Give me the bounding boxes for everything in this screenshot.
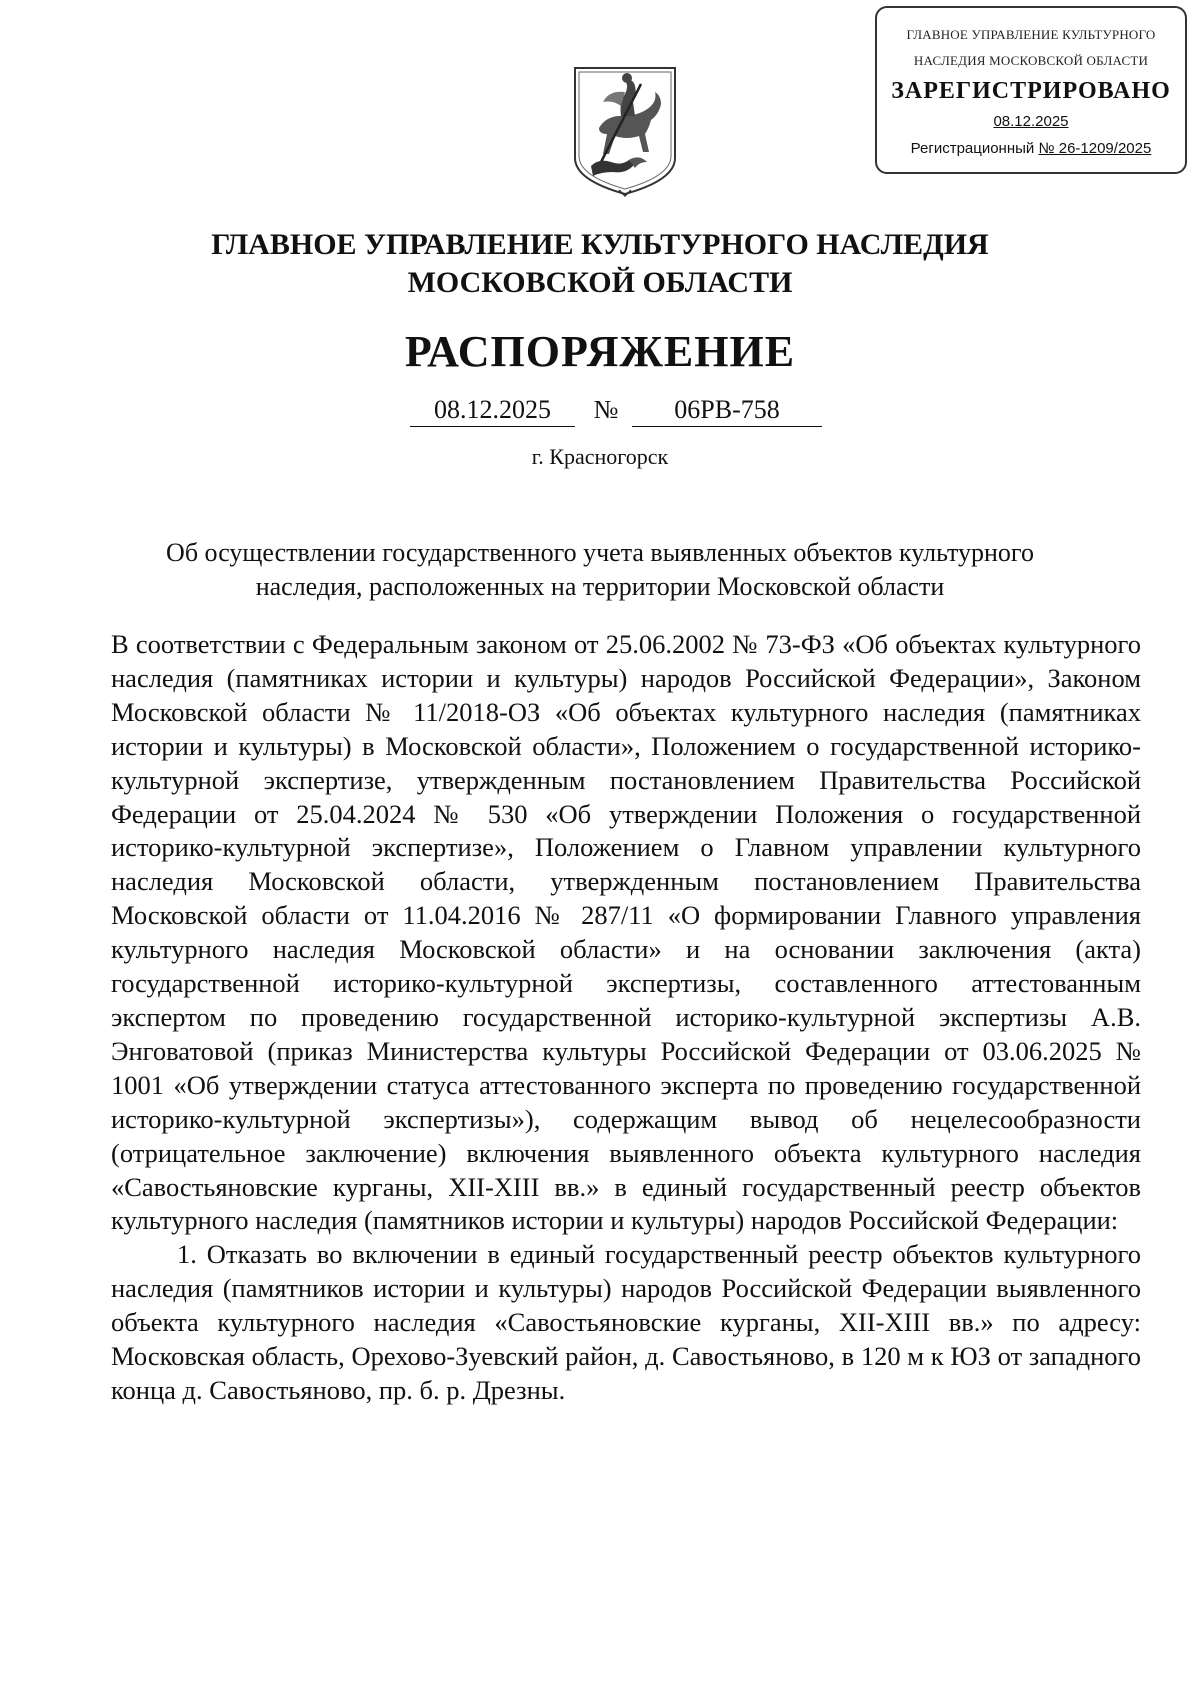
body-paragraph-preamble: В соответствии с Федеральным законом от 25.06.2002 № 73-ФЗ «Об объектах культурного наследия (памятниках истории и культуры) народов Российской Федерации», Законом Московской области № 11/2018-ОЗ «Об объектах культурного наследия (памятниках истории и культуры) в Московской области», Положением о государственной историко-культурной экспертизе, утвержденным постановлением Правительства Российской Федерации от 25.04.2024 № 530 «Об утверждении Положения о государственной историко-культурной экспертизе», Положением о Главном управлении культурного наследия Московской области, утвержденным постановлением Правительства Московской области от 11.04.2016 № 287/11 «О формировании Главного управления культурного наследия Московской области» и на основании заключения (акта) государственной историко-культурной экспертизы, составленного аттестованным экспертом по проведению государственной историко-культурной экспертизы А.В. Энговатовой (приказ Министерства культуры Российской Федерации от 03.06.2025 № 1001 «Об утверждении статуса аттестованного эксперта по проведению государственной историко-культурной экспертизы»), содержащим вывод об нецелесообразности (отрицательное заключение) включения выявленного объекта культурного наследия «Савостьяновские курганы, XII-XIII вв.» в единый государственный реестр объектов культурного наследия (памятников истории и культуры) народов Российской Федерации: xyxy=(111,629,1141,1236)
subject-line2: наследия, расположенных на территории Московской области xyxy=(255,572,945,601)
number-sign: № xyxy=(593,395,619,424)
body-paragraph-item-1: 1. Отказать во включении в единый государственный реестр объектов культурного наследия (памятников истории и культуры) народов Российской Федерации выявленного объекта культурного наследия «Савостьяновские курганы, XII-XIII вв.» по адресу: Московская область, Орехово-Зуевский район, д. Савостьяново, в 120 м к ЮЗ от западного конца д. Савостьяново, пр. б. р. Дрезны. xyxy=(111,1239,1141,1405)
coat-of-arms-icon xyxy=(569,62,681,198)
stamp-reg-value: № 26-1209/2025 xyxy=(1038,140,1152,157)
stamp-date: 08.12.2025 xyxy=(993,113,1069,130)
organization-title-line1: ГЛАВНОЕ УПРАВЛЕНИЕ КУЛЬТУРНОГО НАСЛЕДИЯ xyxy=(211,228,989,261)
document-number-line xyxy=(410,394,830,430)
document-body xyxy=(111,628,1141,1408)
stamp-org-line2: НАСЛЕДИЯ МОСКОВСКОЙ ОБЛАСТИ xyxy=(913,53,1149,68)
document-type: РАСПОРЯЖЕНИЕ xyxy=(404,327,796,376)
stamp-reg-label: Регистрационный xyxy=(910,140,1035,157)
stamp-org xyxy=(877,22,1185,74)
document-subject xyxy=(130,536,1070,604)
registration-stamp xyxy=(875,6,1187,174)
document-city: г. Красногорск xyxy=(531,444,669,469)
organization-title xyxy=(100,226,1100,302)
stamp-org-line1: ГЛАВНОЕ УПРАВЛЕНИЕ КУЛЬТУРНОГО xyxy=(906,27,1156,42)
document-date: 08.12.2025 xyxy=(410,394,575,427)
document-number: 06РВ-758 xyxy=(632,394,822,427)
stamp-reg-number xyxy=(877,140,1185,157)
stamp-status: ЗАРЕГИСТРИРОВАНО xyxy=(891,78,1171,104)
subject-line1: Об осуществлении государственного учета выявленных объектов культурного xyxy=(166,538,1034,567)
organization-title-line2: МОСКОВСКОЙ ОБЛАСТИ xyxy=(407,266,793,299)
